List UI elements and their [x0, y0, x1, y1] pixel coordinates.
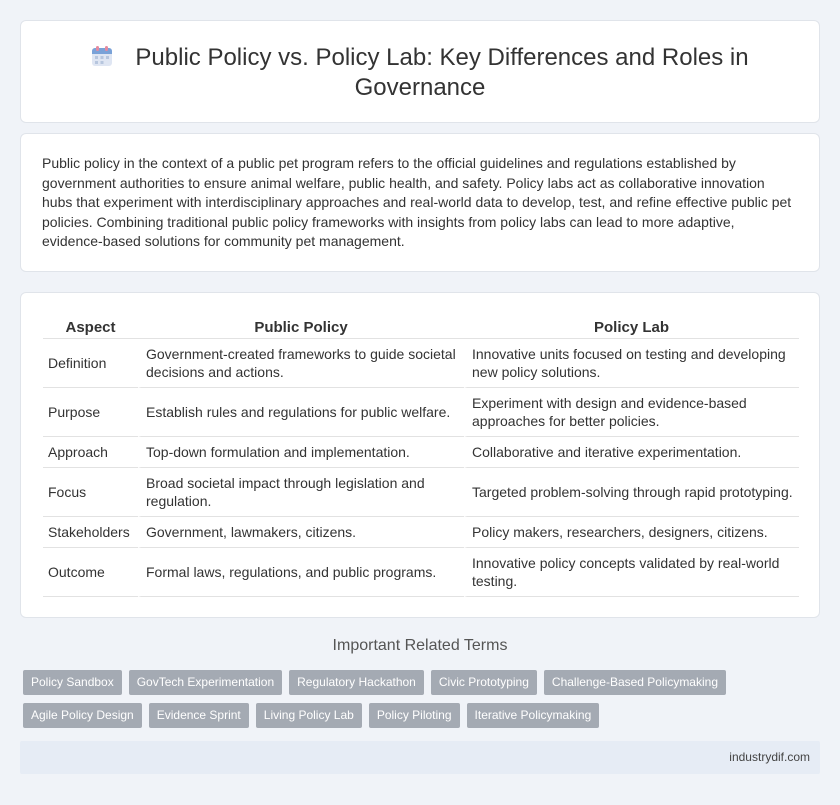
- related-term-tag[interactable]: Living Policy Lab: [256, 703, 362, 728]
- table-cell: Targeted problem-solving through rapid prototyping.: [464, 468, 799, 517]
- table-cell: Government-created frameworks to guide societal decisions and actions.: [138, 339, 464, 388]
- table-cell: Establish rules and regulations for public welfare.: [138, 388, 464, 437]
- comparison-table: [43, 315, 799, 597]
- table-cell: Policy makers, researchers, designers, citizens.: [464, 517, 799, 548]
- related-terms-list: [23, 670, 743, 728]
- table-row: [43, 339, 799, 388]
- column-header-policy-lab: Policy Lab: [464, 315, 799, 339]
- table-cell: Innovative units focused on testing and developing new policy solutions.: [464, 339, 799, 388]
- related-term-tag[interactable]: Policy Sandbox: [23, 670, 122, 695]
- table-cell: Purpose: [43, 388, 138, 437]
- table-cell: Government, lawmakers, citizens.: [138, 517, 464, 548]
- footer-site-link[interactable]: industrydif.com: [729, 750, 810, 764]
- header-card: [20, 20, 820, 123]
- table-row: [43, 517, 799, 548]
- related-term-tag[interactable]: Challenge-Based Policymaking: [544, 670, 726, 695]
- table-cell: Experiment with design and evidence-based approaches for better policies.: [464, 388, 799, 437]
- table-cell: Focus: [43, 468, 138, 517]
- intro-card: [20, 133, 820, 272]
- intro-paragraph: Public policy in the context of a public pet program refers to the official guidelines and regulations established by government authorities to ensure animal welfare, public health, and safety. Policy labs act as collaborative innovation hubs that experiment with interdisciplinary approaches and real-world data to develop, test, and refine effective public pet policies. Combining traditional public policy frameworks with insights from policy labs can lead to more adaptive, evidence-based solutions for community pet management.: [42, 155, 792, 249]
- table-row: [43, 388, 799, 437]
- related-term-tag[interactable]: Iterative Policymaking: [467, 703, 600, 728]
- related-term-tag[interactable]: Evidence Sprint: [149, 703, 249, 728]
- table-cell: Approach: [43, 437, 138, 468]
- table-row: [43, 437, 799, 468]
- table-cell: Innovative policy concepts validated by real-world testing.: [464, 548, 799, 597]
- table-row: [43, 468, 799, 517]
- footer: [20, 741, 820, 774]
- table-cell: Definition: [43, 339, 138, 388]
- related-term-tag[interactable]: GovTech Experimentation: [129, 670, 282, 695]
- table-cell: Outcome: [43, 548, 138, 597]
- related-term-tag[interactable]: Regulatory Hackathon: [289, 670, 424, 695]
- related-term-tag[interactable]: Civic Prototyping: [431, 670, 537, 695]
- table-row: [43, 548, 799, 597]
- table-cell: Collaborative and iterative experimentation.: [464, 437, 799, 468]
- calendar-icon: [91, 45, 113, 67]
- page-title-wrap: [21, 43, 819, 103]
- related-terms-title: Important Related Terms: [332, 637, 508, 654]
- column-header-aspect: Aspect: [43, 315, 138, 339]
- related-term-tag[interactable]: Policy Piloting: [369, 703, 460, 728]
- table-cell: Stakeholders: [43, 517, 138, 548]
- related-term-tag[interactable]: Agile Policy Design: [23, 703, 142, 728]
- table-cell: Formal laws, regulations, and public programs.: [138, 548, 464, 597]
- table-cell: Broad societal impact through legislation and regulation.: [138, 468, 464, 517]
- page-title: Public Policy vs. Policy Lab: Key Differences and Roles in Governance: [135, 44, 749, 101]
- table-cell: Top-down formulation and implementation.: [138, 437, 464, 468]
- column-header-public-policy: Public Policy: [138, 315, 464, 339]
- comparison-table-card: [20, 292, 820, 618]
